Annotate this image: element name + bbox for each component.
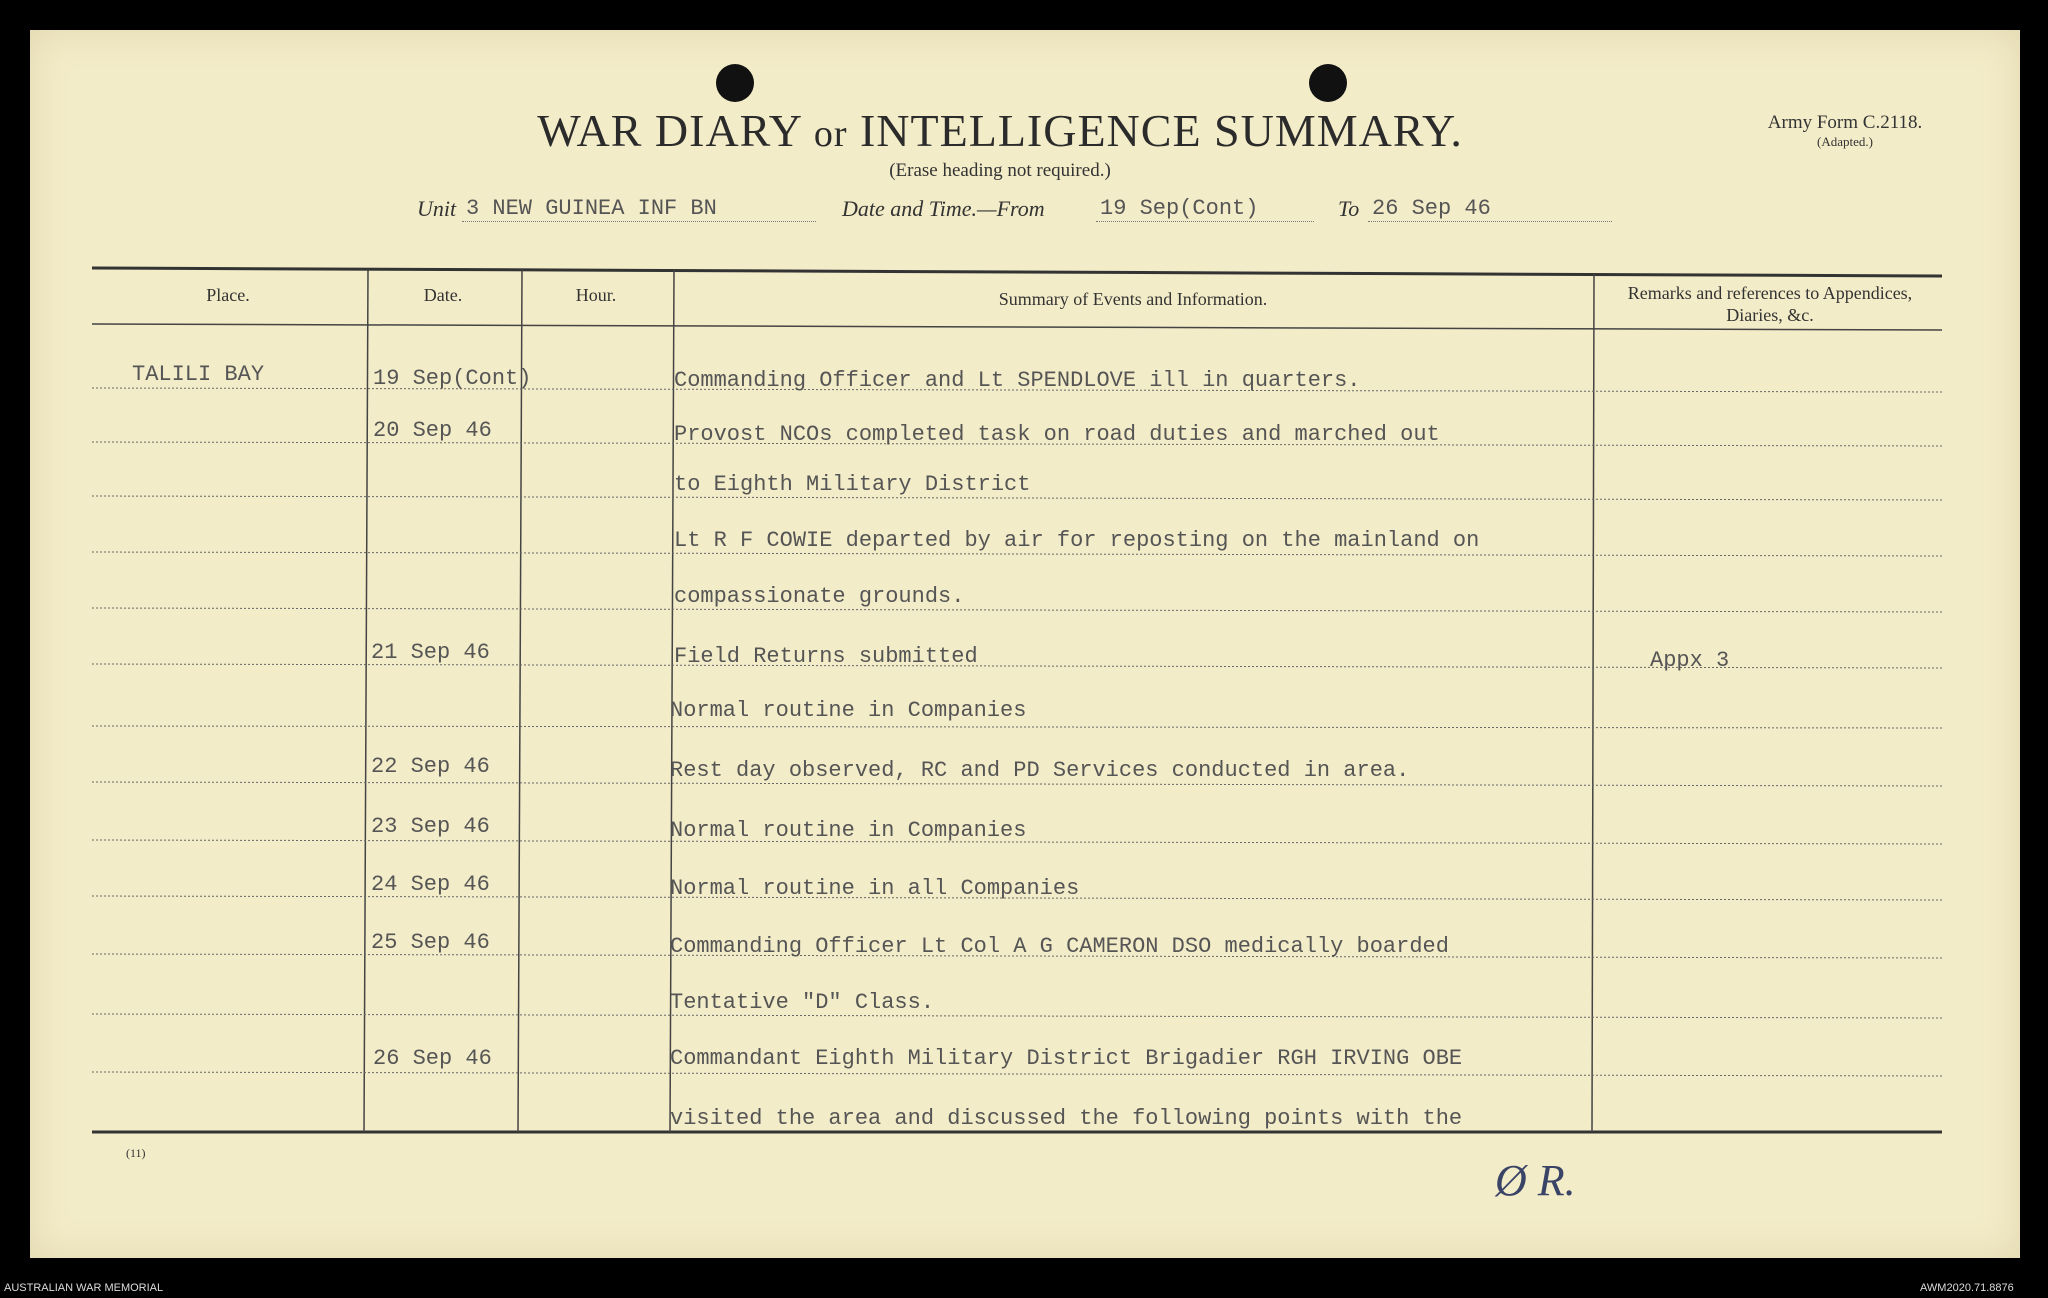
table-row: Commanding Officer Lt Col A G CAMERON DSO medically boarded: [670, 934, 1449, 959]
table-row: to Eighth Military District: [674, 472, 1031, 497]
col-header-summary: Summary of Events and Information.: [998, 289, 1268, 309]
title-or: or: [813, 113, 848, 155]
date-from-value: 19 Sep(Cont): [1096, 196, 1314, 222]
table-row: Appx 3: [1650, 648, 1730, 673]
handwritten-initials: Ø R.: [1495, 1156, 1576, 1205]
table-row: 21 Sep 46: [371, 640, 490, 665]
watermark-right: AWM2020.71.8876: [1920, 1282, 2014, 1294]
army-form-number: Army Form C.2118.: [1767, 112, 1923, 133]
table-row: Normal routine in Companies: [670, 698, 1027, 723]
table-row: Tentative "D" Class.: [670, 990, 935, 1015]
col-header-hour: Hour.: [575, 285, 617, 305]
form-number: (11): [126, 1146, 146, 1160]
unit-value: 3 NEW GUINEA INF BN: [462, 196, 816, 222]
table-row: Rest day observed, RC and PD Services conducted in area.: [670, 758, 1410, 783]
table-row: Normal routine in Companies: [670, 818, 1027, 843]
table-row: TALILI BAY: [132, 362, 265, 387]
title-intelligence-summary: INTELLIGENCE SUMMARY.: [859, 105, 1463, 156]
document-subtitle: (Erase heading not required.): [889, 160, 1111, 181]
date-to-value: 26 Sep 46: [1368, 196, 1612, 222]
col-header-date: Date.: [423, 285, 463, 305]
table-row: Field Returns submitted: [674, 644, 978, 669]
table-row: 25 Sep 46: [371, 930, 490, 955]
table-row: 26 Sep 46: [373, 1046, 492, 1071]
table-row: Normal routine in all Companies: [670, 876, 1080, 901]
table-row: Provost NCOs completed task on road duties and marched out: [674, 422, 1440, 447]
col-header-remarks: Remarks and references to Appendices, Diaries, &c.: [1627, 283, 1913, 325]
date-to-label: To: [1338, 196, 1360, 221]
table-row: 22 Sep 46: [371, 754, 490, 779]
date-from-label: Date and Time.—From: [842, 196, 1045, 221]
table-row: 23 Sep 46: [371, 814, 490, 839]
army-form-note: (Adapted.): [1817, 134, 1873, 149]
table-row: Commandant Eighth Military District Brigadier RGH IRVING OBE: [670, 1046, 1463, 1071]
watermark-left: AUSTRALIAN WAR MEMORIAL: [4, 1282, 164, 1294]
col-header-place: Place.: [206, 285, 250, 305]
table-row: visited the area and discussed the following points with the: [670, 1106, 1463, 1131]
title-war-diary: WAR DIARY: [537, 105, 802, 156]
table-row: compassionate grounds.: [674, 584, 965, 609]
table-row: 20 Sep 46: [373, 418, 492, 443]
table-row: 19 Sep(Cont): [373, 366, 532, 391]
table-row: Commanding Officer and Lt SPENDLOVE ill in quarters.: [674, 368, 1361, 393]
table-row: Lt R F COWIE departed by air for reposting on the mainland on: [674, 528, 1480, 553]
unit-label: Unit: [417, 196, 457, 221]
table-row: 24 Sep 46: [371, 872, 490, 897]
